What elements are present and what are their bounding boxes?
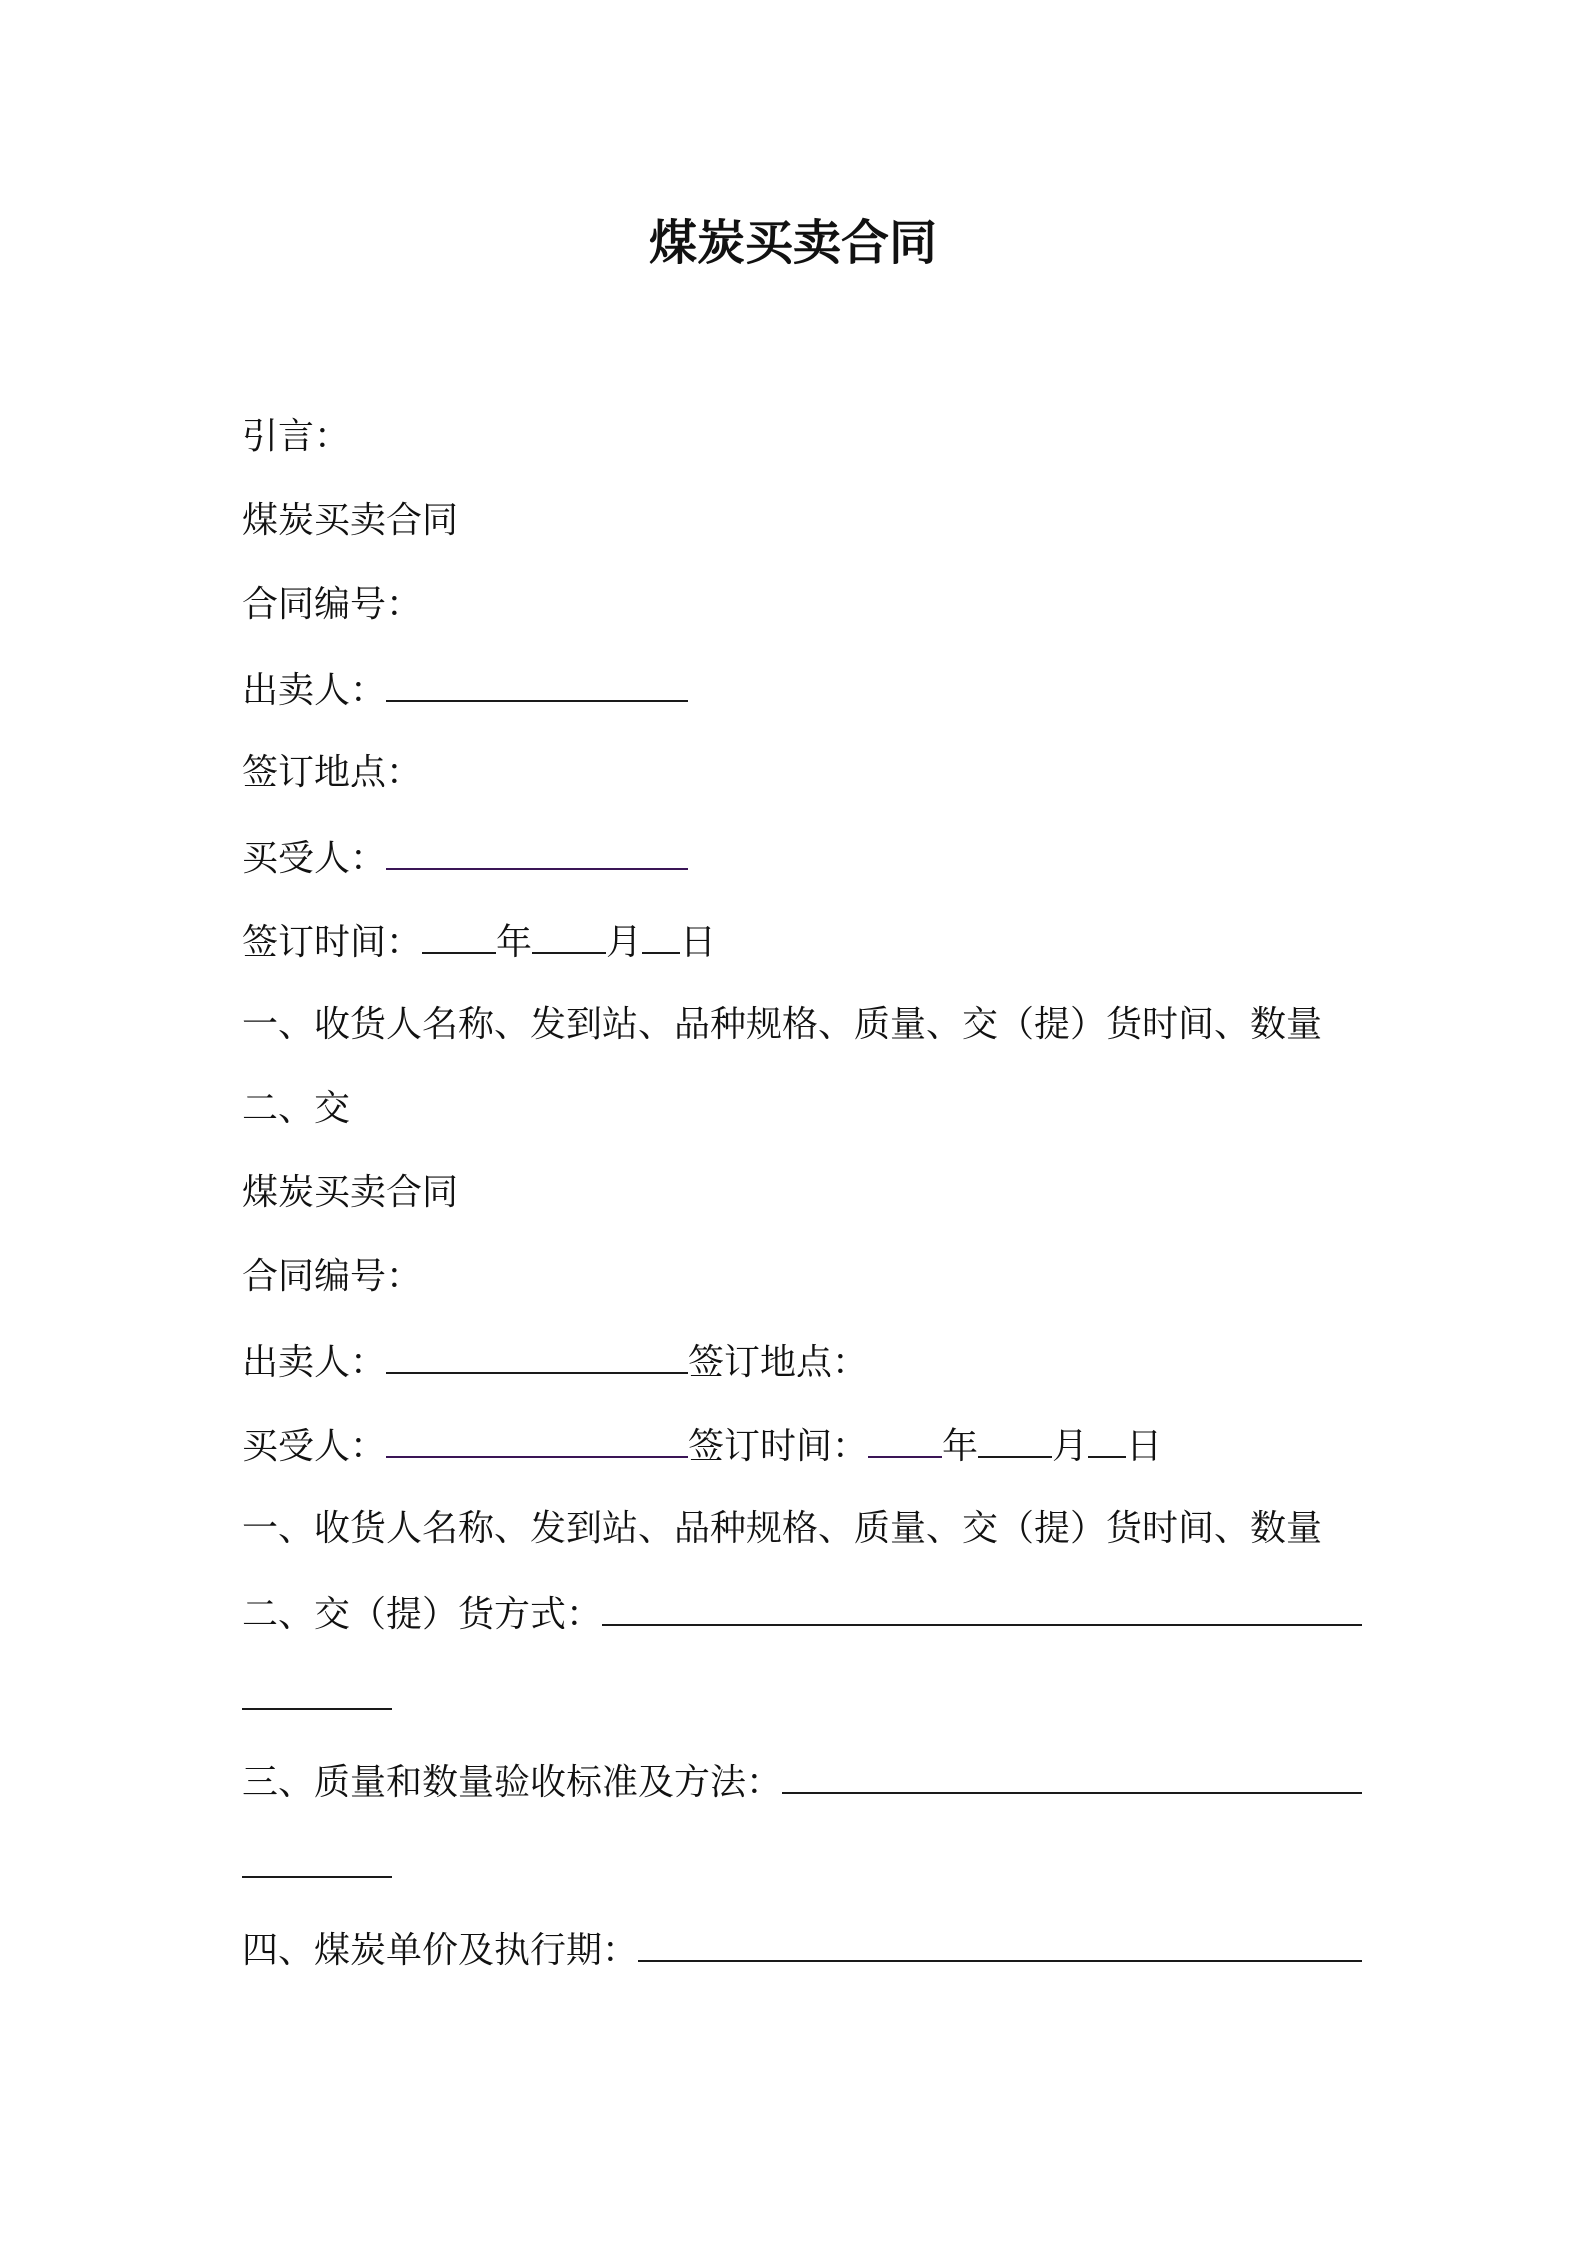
year-label: 年 [496,922,533,963]
month-blank[interactable] [532,914,606,954]
contract-number-label: 合同编号： [242,1256,423,1297]
sign-time-label: 签订时间： [242,922,423,963]
quality-acceptance-blank-continued[interactable] [242,1876,392,1878]
delivery-method-line [242,1586,1362,1640]
day-label: 日 [1126,1426,1163,1467]
delivery-method-label: 二、交（提）货方式： [242,1594,603,1635]
buyer-blank[interactable] [386,1418,688,1458]
intro-label-line [242,410,1362,464]
buyer-label: 买受人： [242,838,387,879]
item-one-line [242,998,1362,1052]
item-one-text: 一、收货人名称、发到站、品种规格、质量、交（提）货时间、数量 [242,1508,1323,1549]
seller-blank[interactable] [386,662,688,702]
day-blank[interactable] [1088,1418,1126,1458]
buyer-label: 买受人： [242,1426,387,1467]
unit-price-label: 四、煤炭单价及执行期： [242,1930,639,1971]
day-blank[interactable] [642,914,680,954]
seller-sign-place-line [242,1334,1362,1388]
document-title: 煤炭买卖合同 [648,215,937,271]
unit-price-line [242,1922,1362,1976]
contract-heading-line [242,1166,1362,1220]
month-blank[interactable] [978,1418,1052,1458]
quality-acceptance-blank[interactable] [782,1754,1362,1794]
buyer-blank[interactable] [386,830,688,870]
quality-acceptance-label: 三、质量和数量验收标准及方法： [242,1762,783,1803]
month-label: 月 [1052,1426,1089,1467]
unit-price-blank[interactable] [638,1922,1362,1962]
contract-number-line [242,1250,1362,1304]
contract-number-label: 合同编号： [242,584,423,625]
sign-place-label: 签订地点： [688,1342,869,1383]
year-blank[interactable] [868,1418,942,1458]
seller-blank[interactable] [386,1334,688,1374]
item-one-text: 一、收货人名称、发到站、品种规格、质量、交（提）货时间、数量 [242,1004,1323,1045]
year-label: 年 [942,1426,979,1467]
contract-heading-line [242,494,1362,548]
item-two-text: 二、交 [242,1088,351,1129]
sign-time-label: 签订时间： [688,1426,869,1467]
sign-place-label: 签订地点： [242,752,423,793]
contract-heading: 煤炭买卖合同 [242,500,459,541]
sign-place-line [242,746,1362,800]
day-label: 日 [680,922,717,963]
seller-label: 出卖人： [242,670,387,711]
intro-label: 引言： [242,416,351,457]
delivery-method-blank-continued[interactable] [242,1708,392,1710]
buyer-line [242,830,1362,884]
quality-acceptance-line [242,1754,1362,1808]
item-two-line [242,1082,1362,1136]
contract-number-line [242,578,1362,632]
month-label: 月 [606,922,643,963]
buyer-sign-time-line [242,1418,1362,1472]
item-one-line [242,1502,1362,1556]
year-blank[interactable] [422,914,496,954]
seller-line [242,662,1362,716]
delivery-method-blank[interactable] [602,1586,1362,1626]
seller-label: 出卖人： [242,1342,387,1383]
sign-time-line [242,914,1362,968]
contract-heading: 煤炭买卖合同 [242,1172,459,1213]
